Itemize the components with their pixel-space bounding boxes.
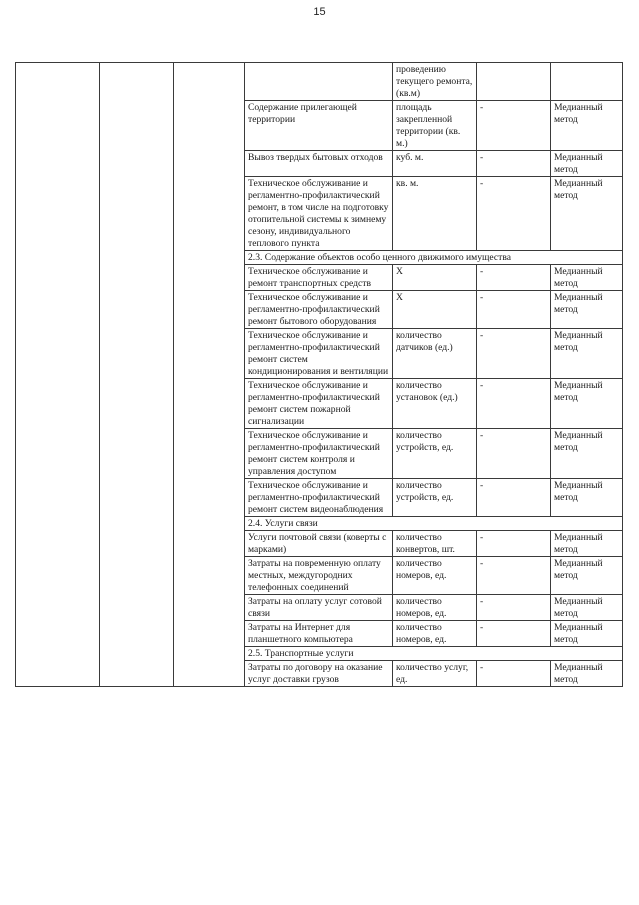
value-cell: - xyxy=(477,479,551,517)
value-cell: - xyxy=(477,177,551,251)
expense-name-cell: Техническое обслуживание и регламентно-профилактический ремонт систем кондиционирования и вентиляции xyxy=(245,329,393,379)
method-cell: Медианный метод xyxy=(551,101,623,151)
expense-name-cell: Вывоз твердых бытовых отходов xyxy=(245,151,393,177)
method-cell: Медианный метод xyxy=(551,531,623,557)
expense-name-cell: Содержание прилегающей территории xyxy=(245,101,393,151)
merged-column-1 xyxy=(16,63,100,687)
method-cell: Медианный метод xyxy=(551,151,623,177)
value-cell: - xyxy=(477,101,551,151)
section-heading: 2.4. Услуги связи xyxy=(245,517,623,531)
method-cell: Медианный метод xyxy=(551,291,623,329)
unit-cell: кв. м. xyxy=(393,177,477,251)
expense-name-cell: Затраты на повременную оплату местных, междугородних телефонных соединений xyxy=(245,557,393,595)
method-cell: Медианный метод xyxy=(551,479,623,517)
unit-cell: количество устройств, ед. xyxy=(393,479,477,517)
value-cell xyxy=(477,63,551,101)
unit-cell: количество устройств, ед. xyxy=(393,429,477,479)
cost-methods-table xyxy=(15,62,623,687)
table-row xyxy=(16,63,623,101)
expense-name-cell xyxy=(245,63,393,101)
value-cell: - xyxy=(477,557,551,595)
expense-name-cell: Затраты на оплату услуг сотовой связи xyxy=(245,595,393,621)
unit-cell: количество конвертов, шт. xyxy=(393,531,477,557)
expense-name-cell: Услуги почтовой связи (коверты с марками) xyxy=(245,531,393,557)
section-heading: 2.3. Содержание объектов особо ценного движимого имущества xyxy=(245,251,623,265)
method-cell: Медианный метод xyxy=(551,557,623,595)
unit-cell: количество номеров, ед. xyxy=(393,621,477,647)
method-cell: Медианный метод xyxy=(551,177,623,251)
unit-cell: площадь закрепленной территории (кв. м.) xyxy=(393,101,477,151)
unit-cell: количество номеров, ед. xyxy=(393,557,477,595)
method-cell: Медианный метод xyxy=(551,265,623,291)
method-cell: Медианный метод xyxy=(551,595,623,621)
value-cell: - xyxy=(477,429,551,479)
method-cell: Медианный метод xyxy=(551,661,623,687)
value-cell: - xyxy=(477,531,551,557)
table-body xyxy=(16,63,623,687)
value-cell: - xyxy=(477,661,551,687)
value-cell: - xyxy=(477,265,551,291)
method-cell: Медианный метод xyxy=(551,621,623,647)
page-number: 15 xyxy=(313,6,326,18)
expense-name-cell: Техническое обслуживание и регламентно-профилактический ремонт, в том числе на подготовку отопительной системы к зимнему сезону, индивидуального теплового пункта xyxy=(245,177,393,251)
expense-name-cell: Техническое обслуживание и ремонт транспортных средств xyxy=(245,265,393,291)
merged-column-2 xyxy=(100,63,174,687)
unit-cell: количество датчиков (ед.) xyxy=(393,329,477,379)
value-cell: - xyxy=(477,151,551,177)
unit-cell: Х xyxy=(393,291,477,329)
value-cell: - xyxy=(477,621,551,647)
merged-column-3 xyxy=(174,63,245,687)
expense-name-cell: Техническое обслуживание и регламентно-профилактический ремонт систем видеонаблюдения xyxy=(245,479,393,517)
value-cell: - xyxy=(477,329,551,379)
value-cell: - xyxy=(477,291,551,329)
unit-cell: Х xyxy=(393,265,477,291)
unit-cell: куб. м. xyxy=(393,151,477,177)
method-cell: Медианный метод xyxy=(551,429,623,479)
unit-cell: проведению текущего ремонта, (кв.м) xyxy=(393,63,477,101)
expense-name-cell: Затраты на Интернет для планшетного компьютера xyxy=(245,621,393,647)
method-cell: Медианный метод xyxy=(551,379,623,429)
method-cell: Медианный метод xyxy=(551,329,623,379)
section-heading: 2.5. Транспортные услуги xyxy=(245,647,623,661)
value-cell: - xyxy=(477,379,551,429)
method-cell xyxy=(551,63,623,101)
expense-name-cell: Техническое обслуживание и регламентно-профилактический ремонт систем пожарной сигнализации xyxy=(245,379,393,429)
unit-cell: количество номеров, ед. xyxy=(393,595,477,621)
unit-cell: количество установок (ед.) xyxy=(393,379,477,429)
unit-cell: количество услуг, ед. xyxy=(393,661,477,687)
expense-name-cell: Техническое обслуживание и регламентно-профилактический ремонт систем контроля и управления доступом xyxy=(245,429,393,479)
value-cell: - xyxy=(477,595,551,621)
expense-name-cell: Затраты по договору на оказание услуг доставки грузов xyxy=(245,661,393,687)
expense-name-cell: Техническое обслуживание и регламентно-профилактический ремонт бытового оборудования xyxy=(245,291,393,329)
